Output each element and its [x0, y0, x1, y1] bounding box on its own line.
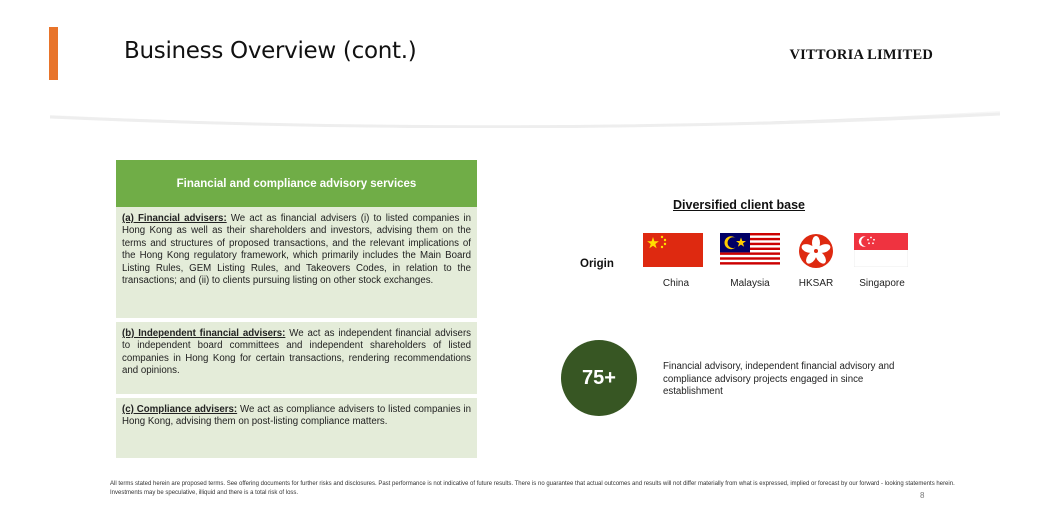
china-flag-icon	[643, 233, 703, 267]
services-panel	[116, 160, 477, 458]
service-label: (b) Independent financial advisers:	[122, 328, 286, 339]
footer-disclaimer: All terms stated herein are proposed terms. See offering documents for further risks and disclosures. Past performance is not indicative of future results. There is no guarantee that actual outcomes and results will not differ materially from what is expressed, implied or forecast by our forward - looking statements herein. Investments may be speculative, illiquid and there is a total risk of loss.	[110, 481, 955, 496]
services-panel-heading: Financial and compliance advisory services	[116, 160, 477, 207]
service-item-financial-advisers	[116, 207, 477, 318]
page-number: 8	[920, 491, 925, 500]
service-item-compliance-advisers	[116, 398, 477, 458]
service-item-independent-financial-advisers	[116, 322, 477, 394]
origin-label: Origin	[580, 258, 614, 270]
header-divider	[50, 104, 1000, 128]
service-label: (a) Financial advisers:	[122, 213, 227, 224]
service-text: We act as independent financial advisers to independent board committees and independent shareholders of listed companies in Hong Kong for certain transactions, rendering recommendations and opinions.	[122, 328, 472, 377]
flag-label-malaysia: Malaysia	[730, 278, 770, 289]
page-title: Business Overview (cont.)	[124, 38, 417, 64]
client-base-heading: Diversified client base	[673, 198, 806, 212]
flag-label-hksar: HKSAR	[798, 278, 834, 289]
singapore-flag-icon	[854, 233, 908, 267]
service-label: (c) Compliance advisers:	[122, 404, 238, 415]
projects-stat-description: Financial advisory, independent financial advisory and compliance advisory projects engaged in since establishment	[663, 361, 895, 397]
service-text: We act as financial advisers (i) to listed companies in Hong Kong as well as their shareholders and investors, advising them on the terms and structures of proposed transactions, and the relevant implications of the Hong Kong regulatory framework, which primarily includes the Main Board Listing Rules, GEM Listing Rules, and Takeovers Codes, in relation to the transactions; and (ii) to clients pursuing listing on other stock exchanges.	[122, 213, 471, 287]
flag-label-china: China	[662, 278, 690, 289]
projects-stat-circle	[561, 340, 637, 416]
service-text: We act as compliance advisers to listed companies in Hong Kong, advising them on post-listing compliance matters.	[122, 404, 471, 428]
malaysia-flag-icon	[720, 233, 780, 267]
company-name: VITTORIA LIMITED	[789, 47, 933, 63]
hksar-flag-icon	[798, 233, 834, 269]
projects-stat-value: 75+	[582, 366, 616, 389]
flag-label-singapore: Singapore	[859, 278, 905, 289]
